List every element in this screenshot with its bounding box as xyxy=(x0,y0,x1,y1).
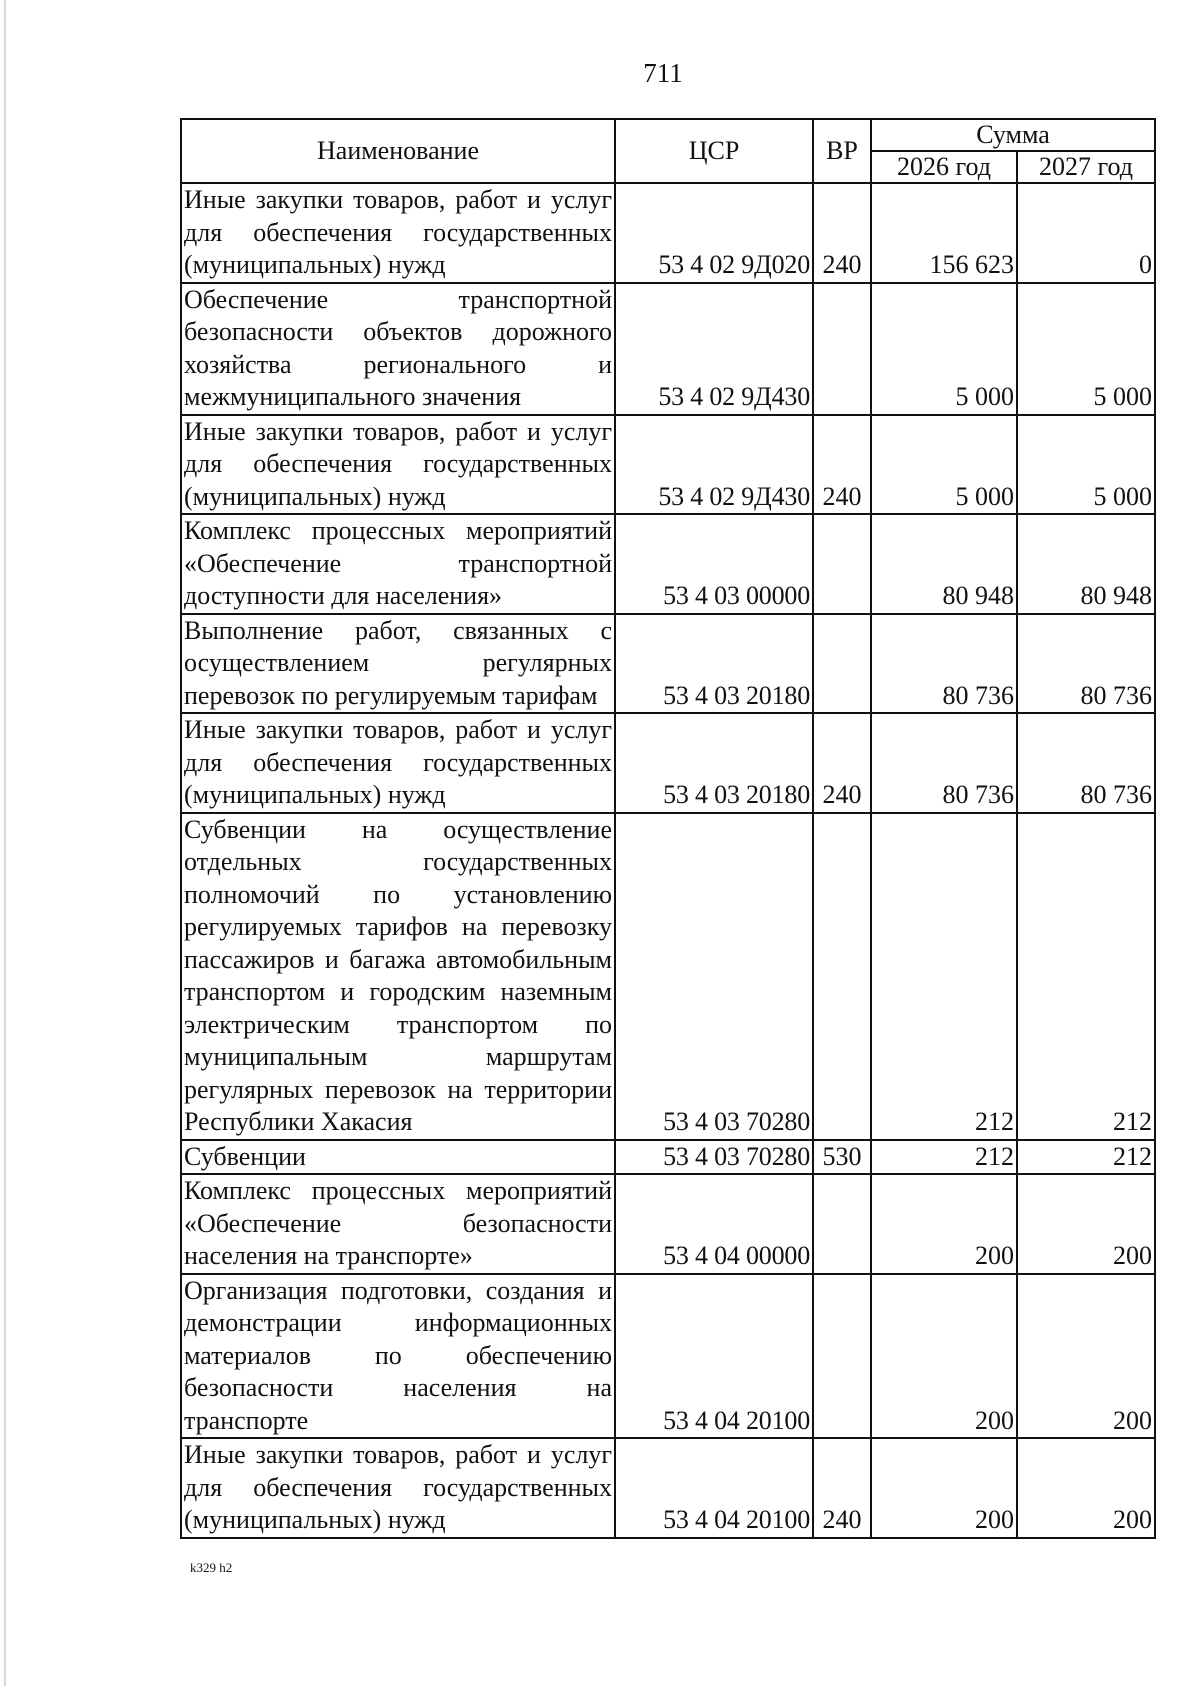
header-year-2027: 2027 год xyxy=(1017,151,1155,183)
header-sum: Сумма xyxy=(871,119,1155,151)
header-row xyxy=(181,119,1155,151)
row-amount-2027: 80 948 xyxy=(1017,514,1155,614)
row-csr: 53 4 03 20180 xyxy=(615,713,813,813)
table-row xyxy=(181,1174,1155,1274)
table-row xyxy=(181,1274,1155,1439)
table-row xyxy=(181,283,1155,415)
row-vr xyxy=(813,283,871,415)
row-amount-2026: 212 xyxy=(871,813,1017,1140)
row-vr: 240 xyxy=(813,1438,871,1538)
row-csr: 53 4 03 70280 xyxy=(615,813,813,1140)
table-row xyxy=(181,1438,1155,1538)
row-amount-2026: 80 736 xyxy=(871,614,1017,714)
row-amount-2026: 5 000 xyxy=(871,415,1017,515)
table-body xyxy=(181,183,1155,1538)
table-row xyxy=(181,813,1155,1140)
row-name: Выполнение работ, связанных с осуществлением регулярных перевозок по регулируемым тарифам xyxy=(181,614,615,714)
table-row xyxy=(181,614,1155,714)
row-amount-2027: 200 xyxy=(1017,1438,1155,1538)
row-csr: 53 4 04 20100 xyxy=(615,1274,813,1439)
row-amount-2027: 200 xyxy=(1017,1274,1155,1439)
row-vr xyxy=(813,1174,871,1274)
row-name: Иные закупки товаров, работ и услуг для обеспечения государственных (муниципальных) нужд xyxy=(181,713,615,813)
table-row xyxy=(181,713,1155,813)
header-year-2026: 2026 год xyxy=(871,151,1017,183)
row-amount-2026: 156 623 xyxy=(871,183,1017,283)
row-name: Иные закупки товаров, работ и услуг для обеспечения государственных (муниципальных) нужд xyxy=(181,183,615,283)
header-csr: ЦСР xyxy=(615,119,813,183)
row-amount-2027: 0 xyxy=(1017,183,1155,283)
row-csr: 53 4 04 00000 xyxy=(615,1174,813,1274)
table-row xyxy=(181,1140,1155,1175)
table-row xyxy=(181,514,1155,614)
row-amount-2026: 5 000 xyxy=(871,283,1017,415)
row-amount-2027: 200 xyxy=(1017,1174,1155,1274)
footer-code: k329 h2 xyxy=(190,1560,233,1575)
page-edge xyxy=(4,0,6,1686)
page-number: 711 xyxy=(643,58,683,88)
row-vr: 240 xyxy=(813,713,871,813)
row-vr: 240 xyxy=(813,415,871,515)
row-amount-2027: 80 736 xyxy=(1017,614,1155,714)
row-csr: 53 4 03 20180 xyxy=(615,614,813,714)
row-name: Субвенции на осуществление отдельных государственных полномочий по установлению регулируемых тарифов на перевозку пассажиров и багажа автомобильным транспортом и городским наземным электрическим транспортом по муниципальным маршрутам регулярных перевозок на территории Республики Хакасия xyxy=(181,813,615,1140)
row-vr: 240 xyxy=(813,183,871,283)
row-vr: 530 xyxy=(813,1140,871,1175)
row-amount-2026: 200 xyxy=(871,1438,1017,1538)
row-csr: 53 4 02 9Д430 xyxy=(615,415,813,515)
row-amount-2026: 200 xyxy=(871,1174,1017,1274)
row-name: Обеспечение транспортной безопасности объектов дорожного хозяйства регионального и межмуниципального значения xyxy=(181,283,615,415)
header-vr: ВР xyxy=(813,119,871,183)
table-row xyxy=(181,415,1155,515)
row-name: Иные закупки товаров, работ и услуг для обеспечения государственных (муниципальных) нужд xyxy=(181,415,615,515)
table-row xyxy=(181,183,1155,283)
row-csr: 53 4 02 9Д020 xyxy=(615,183,813,283)
row-csr: 53 4 03 70280 xyxy=(615,1140,813,1175)
header-name: Наименование xyxy=(181,119,615,183)
row-vr xyxy=(813,1274,871,1439)
row-amount-2027: 212 xyxy=(1017,1140,1155,1175)
row-vr xyxy=(813,614,871,714)
row-amount-2026: 200 xyxy=(871,1274,1017,1439)
row-name: Организация подготовки, создания и демонстрации информационных материалов по обеспечению безопасности населения на транспорте xyxy=(181,1274,615,1439)
row-name: Комплекс процессных мероприятий «Обеспечение транспортной доступности для населения» xyxy=(181,514,615,614)
row-amount-2026: 80 736 xyxy=(871,713,1017,813)
row-csr: 53 4 04 20100 xyxy=(615,1438,813,1538)
row-amount-2027: 5 000 xyxy=(1017,283,1155,415)
budget-table xyxy=(180,118,1156,1539)
row-vr xyxy=(813,514,871,614)
row-name: Комплекс процессных мероприятий «Обеспечение безопасности населения на транспорте» xyxy=(181,1174,615,1274)
row-name: Субвенции xyxy=(181,1140,615,1175)
row-csr: 53 4 03 00000 xyxy=(615,514,813,614)
row-amount-2027: 80 736 xyxy=(1017,713,1155,813)
table-header xyxy=(181,119,1155,183)
row-name: Иные закупки товаров, работ и услуг для обеспечения государственных (муниципальных) нужд xyxy=(181,1438,615,1538)
row-amount-2026: 212 xyxy=(871,1140,1017,1175)
row-amount-2027: 212 xyxy=(1017,813,1155,1140)
row-csr: 53 4 02 9Д430 xyxy=(615,283,813,415)
row-vr xyxy=(813,813,871,1140)
row-amount-2026: 80 948 xyxy=(871,514,1017,614)
row-amount-2027: 5 000 xyxy=(1017,415,1155,515)
